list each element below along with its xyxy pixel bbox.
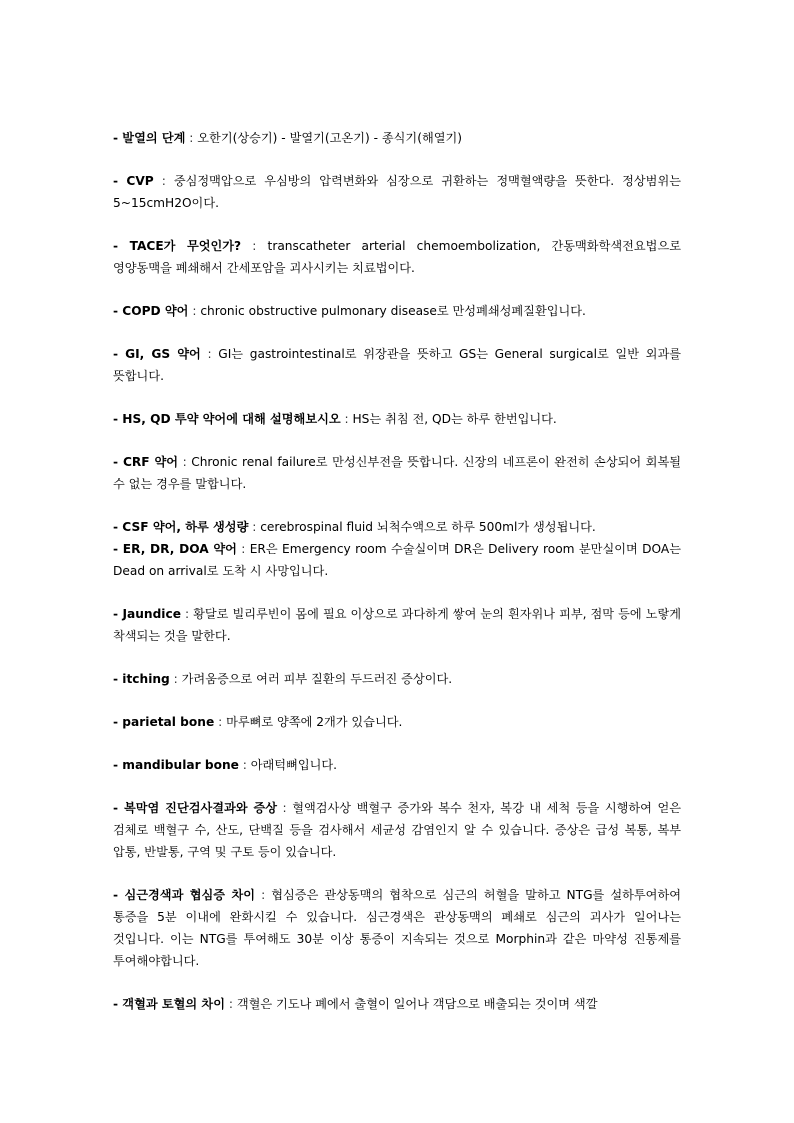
- entry-hs-qd: [113, 408, 681, 430]
- entry-separator: :: [241, 239, 268, 253]
- entry-term: - 객혈과 토혈의 차이: [113, 997, 225, 1011]
- entry-text: 객혈은 기도나 폐에서 출혈이 일어나 객담으로 배출되는 것이며 색깔: [236, 997, 598, 1011]
- entry-term: - itching: [113, 672, 170, 686]
- document-body: [113, 127, 681, 1036]
- entry-separator: :: [238, 758, 251, 772]
- entry-term: - TACE가 무엇인가?: [113, 239, 242, 253]
- entry-separator: :: [153, 174, 174, 188]
- entry-text: 협심증은 관상동맥의 협착으로 심근의 허혈을 말하고 NTG를 설하투여하여 통증을 5분 이내에 완화시킬 수 있습니다. 심근경색은 관상동맥의 폐쇄로 심근의 괴사가 일어나는 것입니다. 이는 NTG를 투여해도 30분 이상 통증이 지속되는 것으로 Morphin과 같은 마약성 진통제를 투여해야합니다.: [113, 888, 681, 968]
- entry-term: - CRF 약어: [113, 455, 179, 469]
- entry-term: - CSF 약어, 하루 생성량: [113, 520, 249, 534]
- entry-text: transcatheter arterial chemoembolization, 간동맥화학색전요법으로 영양동맥을 폐쇄해서 간세포암을 괴사시키는 치료법이다.: [113, 239, 681, 275]
- entry-text: 오한기(상승기) - 발열기(고온기) - 종식기(해열기): [197, 131, 463, 145]
- entry-separator: :: [214, 715, 227, 729]
- entry-cvp: [113, 170, 681, 214]
- entry-parietal-bone: [113, 711, 681, 733]
- entry-text: cerebrospinal fluid 뇌척수액으로 하루 500ml가 생성됩니다.: [260, 520, 596, 534]
- entry-term: - 복막염 진단검사결과와 증상: [113, 801, 278, 815]
- entry-itching: [113, 668, 681, 690]
- entry-text: 가려움증으로 여러 피부 질환의 두드러진 증상이다.: [181, 672, 453, 686]
- entry-separator: :: [248, 520, 261, 534]
- entry-separator: :: [236, 542, 250, 556]
- entry-gi-gs: [113, 343, 681, 387]
- entry-er-dr-doa: [113, 538, 681, 582]
- entry-term: - 심근경색과 협심증 차이: [113, 888, 256, 902]
- entry-term: - mandibular bone: [113, 758, 239, 772]
- entry-term: - ER, DR, DOA 약어: [113, 542, 237, 556]
- entry-separator: :: [185, 131, 198, 145]
- entry-csf: [113, 516, 681, 538]
- entry-text: Chronic renal failure로 만성신부전을 뜻합니다. 신장의 네프론이 완전히 손상되어 회복될 수 없는 경우를 말합니다.: [113, 455, 681, 491]
- entry-term: - GI, GS 약어: [113, 347, 201, 361]
- entry-text: ER은 Emergency room 수술실이며 DR은 Delivery room 분만실이며 DOA는 Dead on arrival로 도착 시 사망입니다.: [113, 542, 681, 578]
- entry-separator: :: [180, 607, 194, 621]
- entry-term: - COPD 약어: [113, 304, 189, 318]
- entry-separator: :: [224, 997, 237, 1011]
- entry-term: - HS, QD 투약 약어에 대해 설명해보시오: [113, 412, 341, 426]
- entry-text: chronic obstructive pulmonary disease로 만성폐쇄성폐질환입니다.: [200, 304, 586, 318]
- entry-term: - Jaundice: [113, 607, 181, 621]
- entry-mi-vs-angina: [113, 884, 681, 972]
- entry-text: 아래턱뼈입니다.: [250, 758, 338, 772]
- entry-fever-stages: [113, 127, 681, 149]
- entry-separator: :: [340, 412, 353, 426]
- entry-jaundice: [113, 603, 681, 647]
- entry-separator: :: [169, 672, 182, 686]
- entry-separator: :: [178, 455, 192, 469]
- entry-mandibular-bone: [113, 754, 681, 776]
- entry-text: 중심정맥압으로 우심방의 압력변화와 심장으로 귀환하는 정맥혈액량을 뜻한다. 정상범위는 5~15cmH2O이다.: [113, 174, 681, 210]
- entry-separator: :: [255, 888, 272, 902]
- entry-text: GI는 gastrointestinal로 위장관을 뜻하고 GS는 General surgical로 일반 외과를 뜻합니다.: [113, 347, 681, 383]
- entry-text: 혈액검사상 백혈구 증가와 복수 천자, 복강 내 세척 등을 시행하여 얻은 검체로 백혈구 수, 산도, 단백질 등을 검사해서 세균성 감염인지 알 수 있습니다. 증상은 급성 복통, 복부 압통, 반발통, 구역 및 구토 등이 있습니다.: [113, 801, 681, 859]
- entry-copd: [113, 300, 681, 322]
- entry-separator: :: [277, 801, 293, 815]
- entry-tace: [113, 235, 681, 279]
- entry-text: 마루뼈로 양쪽에 2개가 있습니다.: [226, 715, 403, 729]
- entry-term: - parietal bone: [113, 715, 215, 729]
- entry-separator: :: [200, 347, 219, 361]
- entry-term: - CVP: [113, 174, 154, 188]
- entry-crf: [113, 451, 681, 495]
- entry-text: HS는 취침 전, QD는 하루 한번입니다.: [352, 412, 557, 426]
- entry-text: 황달로 빌리루빈이 몸에 필요 이상으로 과다하게 쌓여 눈의 흰자위나 피부, 점막 등에 노랗게 착색되는 것을 말한다.: [113, 607, 681, 643]
- entry-term: - 발열의 단계: [113, 131, 186, 145]
- entry-separator: :: [188, 304, 201, 318]
- entry-hemoptysis-vs-hematemesis: [113, 993, 681, 1015]
- entry-peritonitis: [113, 797, 681, 863]
